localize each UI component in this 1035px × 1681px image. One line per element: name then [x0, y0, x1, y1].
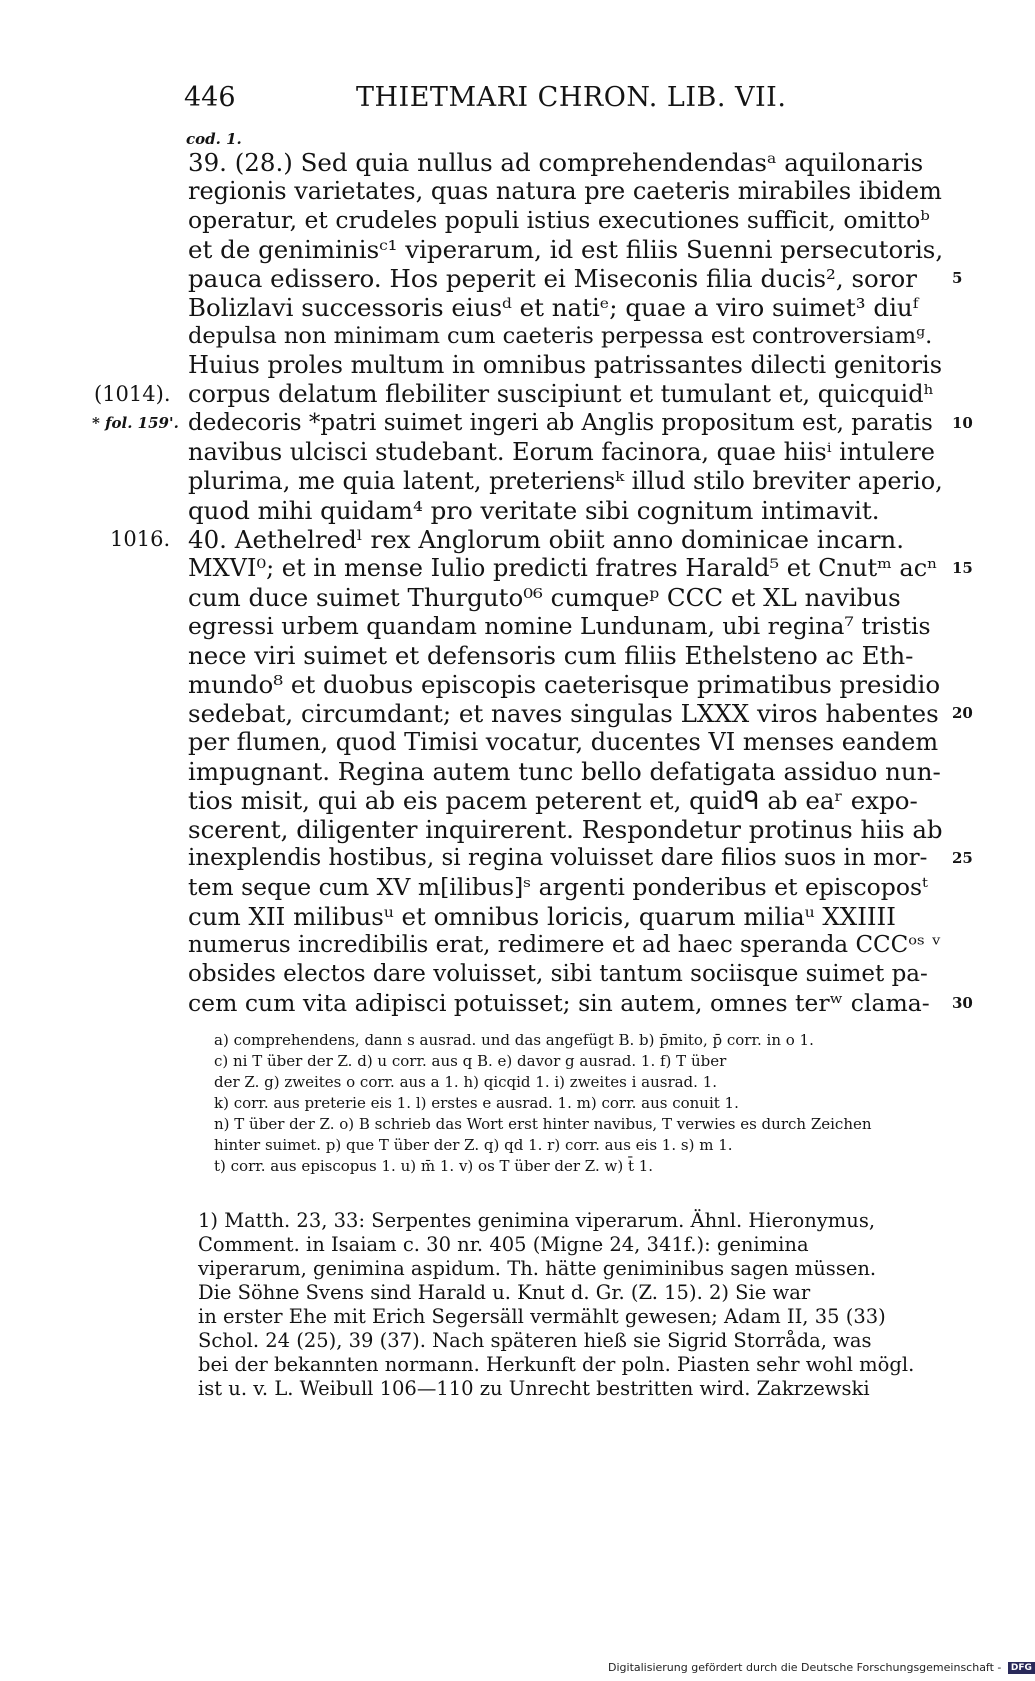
- text-line: tios misit, qui ab eis pacem peterent et, quidᑫ ab eaʳ expo-: [188, 786, 918, 815]
- text-line: nece viri suimet et defensoris cum filiis Ethelsteno ac Eth-: [188, 641, 914, 670]
- text-line: tem seque cum XV m[ilibus]ˢ argenti ponderibus et episcoposᵗ: [188, 873, 928, 901]
- line-number: 20: [952, 704, 973, 722]
- footnote-line: viperarum, genimina aspidum. Th. hätte geniminibus sagen müssen.: [198, 1257, 877, 1280]
- text-line: impugnant. Regina autem tunc bello defatigata assiduo nun-: [188, 757, 941, 786]
- apparatus-line: n) T über der Z. o) B schrieb das Wort erst hinter navibus, T verwies es durch Zeichen: [214, 1115, 872, 1133]
- text-line: 40. Aethelredˡ rex Anglorum obiit anno dominicae incarn.: [188, 525, 904, 554]
- digitization-credit: [608, 1661, 1035, 1674]
- text-line: egressi urbem quandam nomine Lundunam, ubi regina⁷ tristis: [188, 612, 931, 640]
- apparatus-line: k) corr. aus preterie eis 1. l) erstes e ausrad. 1. m) corr. aus conuit 1.: [214, 1094, 739, 1112]
- footnote-line: Schol. 24 (25), 39 (37). Nach späteren hieß sie Sigrid Storråda, was: [198, 1329, 872, 1352]
- apparatus-line: hinter suimet. p) que T über der Z. q) qd 1. r) corr. aus eis 1. s) m 1.: [214, 1136, 733, 1154]
- text-line: et de geniminisᶜ¹ viperarum, id est filiis Suenni persecutoris,: [188, 235, 944, 264]
- running-title: THIETMARI CHRON. LIB. VII.: [356, 82, 787, 113]
- line-number: 5: [952, 269, 963, 287]
- line-number: 25: [952, 849, 973, 867]
- page-number: 446: [184, 82, 236, 113]
- footnote-line: ist u. v. L. Weibull 106—110 zu Unrecht bestritten wird. Zakrzewski: [198, 1377, 870, 1400]
- footnote-line: Die Söhne Svens sind Harald u. Knut d. Gr. (Z. 15). 2) Sie war: [198, 1281, 811, 1304]
- text-line: cum XII milibusᵘ et omnibus loricis, quarum miliaᵘ XXIIII: [188, 902, 896, 931]
- apparatus-line: t) corr. aus episcopus 1. u) m̄ 1. v) os T über der Z. w) t̄ 1.: [214, 1157, 654, 1175]
- text-line: inexplendis hostibus, si regina voluisset dare filios suos in mor-: [188, 845, 928, 871]
- line-number: 15: [952, 559, 973, 577]
- text-line: MXVI⁰; et in mense Iulio predicti fratres Harald⁵ et Cnutᵐ acⁿ: [188, 554, 938, 582]
- credit-text: Digitalisierung gefördert durch die Deutsche Forschungsgemeinschaft -: [608, 1661, 1002, 1674]
- line-number: 30: [952, 994, 973, 1012]
- text-line: dedecoris *patri suimet ingeri ab Anglis propositum est, paratis: [188, 410, 933, 436]
- text-line: depulsa non minimam cum caeteris perpessa est controversiamᵍ.: [188, 323, 933, 349]
- text-line: cem cum vita adipisci potuisset; sin autem, omnes terʷ clama-: [188, 989, 930, 1017]
- text-line: pauca edissero. Hos peperit ei Miseconis filia ducis², soror: [188, 264, 917, 293]
- footnote-line: 1) Matth. 23, 33: Serpentes genimina viperarum. Ähnl. Hieronymus,: [198, 1209, 876, 1232]
- text-line: mundo⁸ et duobus episcopis caeterisque primatibus presidio: [188, 670, 941, 699]
- text-line: quod mihi quidam⁴ pro veritate sibi cognitum intimavit.: [188, 496, 880, 525]
- text-line: obsides electos dare voluisset, sibi tantum sociisque suimet pa-: [188, 961, 928, 987]
- text-line: scerent, diligenter inquirerent. Respondetur protinus hiis ab: [188, 815, 943, 844]
- text-line: Huius proles multum in omnibus patrissantes dilecti genitoris: [188, 351, 943, 379]
- text-line: plurima, me quia latent, preteriensᵏ illud stilo breviter aperio,: [188, 467, 943, 495]
- apparatus-line: der Z. g) zweites o corr. aus a 1. h) qicqid 1. i) zweites i ausrad. 1.: [214, 1073, 718, 1091]
- margin-year-1014: (1014).: [94, 382, 171, 406]
- text-line: regionis varietates, quas natura pre caeteris mirabiles ibidem: [188, 177, 942, 205]
- text-line: cum duce suimet Thurguto⁰⁶ cumqueᵖ CCC et XL navibus: [188, 583, 901, 612]
- footnote-line: Comment. in Isaiam c. 30 nr. 405 (Migne 24, 341f.): genimina: [198, 1233, 809, 1256]
- text-line: Bolizlavi successoris eiusᵈ et natiᵉ; quae a viro suimet³ diuᶠ: [188, 293, 919, 322]
- codex-label: cod. 1.: [186, 130, 242, 148]
- apparatus-line: c) ni T über der Z. d) u corr. aus q B. e) davor g ausrad. 1. f) T über: [214, 1052, 727, 1070]
- text-line: 39. (28.) Sed quia nullus ad comprehendendasᵃ aquilonaris: [188, 148, 924, 177]
- margin-folio-reference: * fol. 159'.: [92, 414, 179, 432]
- text-line: navibus ulcisci studebant. Eorum facinora, quae hiisⁱ intulere: [188, 438, 935, 466]
- line-number: 10: [952, 414, 973, 432]
- margin-year-1016: 1016.: [110, 527, 171, 551]
- text-line: sedebat, circumdant; et naves singulas LXXX viros habentes: [188, 699, 939, 728]
- text-line: operatur, et crudeles populi istius executiones sufficit, omittoᵇ: [188, 206, 930, 234]
- footnote-line: in erster Ehe mit Erich Segersäll vermählt gewesen; Adam II, 35 (33): [198, 1305, 886, 1328]
- text-line: corpus delatum flebiliter suscipiunt et tumulant et, quicquidʰ: [188, 380, 934, 408]
- text-line: numerus incredibilis erat, redimere et ad haec speranda CCCᵒˢ ᵛ: [188, 932, 941, 958]
- text-line: per flumen, quod Timisi vocatur, ducentes VI menses eandem: [188, 728, 939, 756]
- dfg-logo: DFG: [1008, 1662, 1035, 1674]
- apparatus-line: a) comprehendens, dann s ausrad. und das angefügt B. b) p̄mito, p̄ corr. in o 1.: [214, 1031, 814, 1049]
- footnote-line: bei der bekannten normann. Herkunft der poln. Piasten sehr wohl mögl.: [198, 1353, 915, 1376]
